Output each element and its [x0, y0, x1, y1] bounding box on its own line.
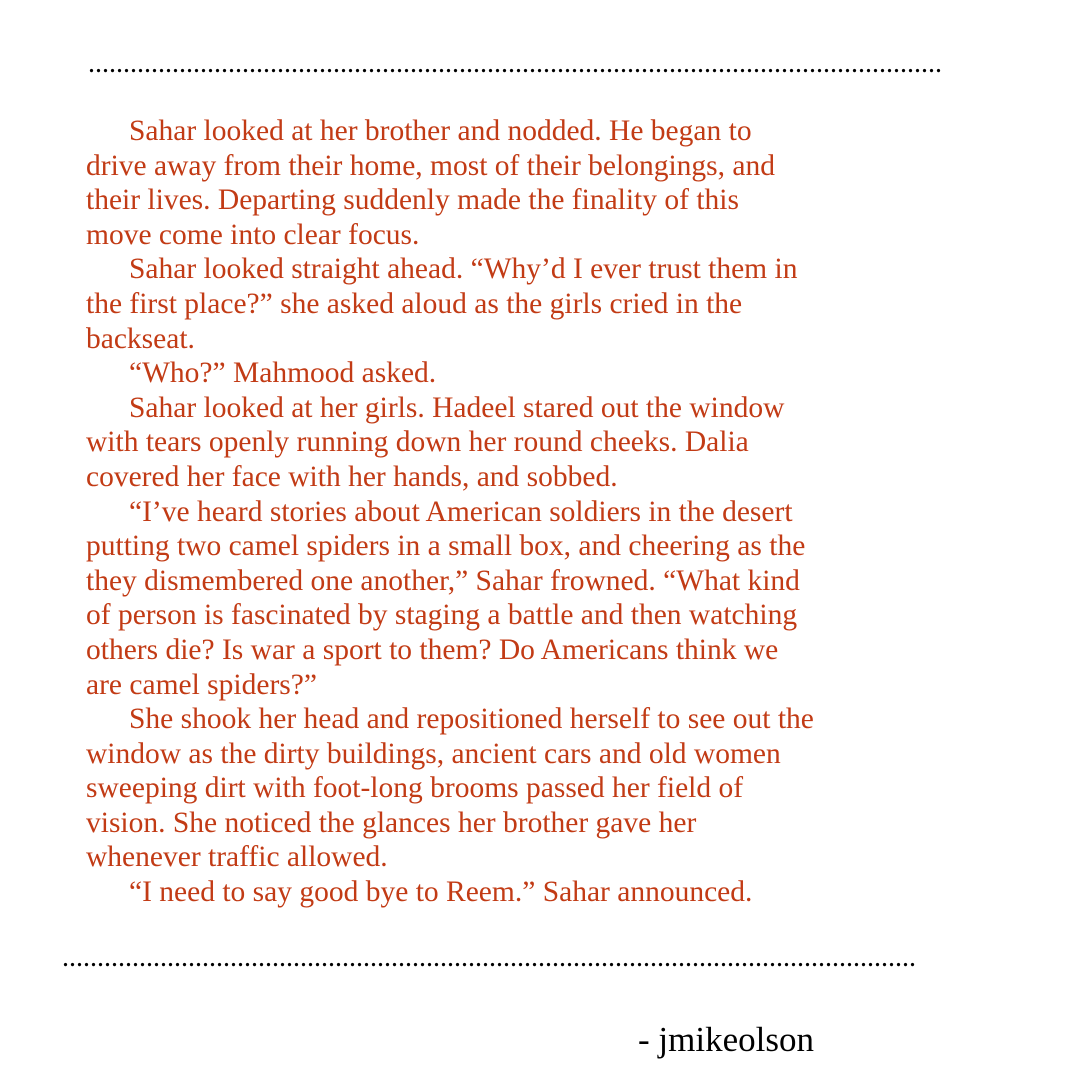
- paragraph: “I’ve heard stories about American soldiers in the desert putting two camel spiders in a small box, and cheering as the they dismembered one another,” Sahar frowned. “What kind of person is fascinated by staging a battle and then watching others die? Is war a sport to them? Do Americans think we are camel spiders?”: [86, 495, 806, 701]
- story-excerpt: [86, 114, 956, 910]
- top-dotted-divider: ..........................................................................................................................: [88, 50, 942, 78]
- paragraph: “Who?” Mahmood asked.: [129, 357, 437, 390]
- paragraph: She shook her head and repositioned herself to see out the window as the dirty buildings, ancient cars and old women sweeping dirt with foot-long brooms passed her field of vision. She noticed the glances her brother gave her whenever traffic allowed.: [86, 703, 814, 874]
- paragraph: Sahar looked at her brother and nodded. He began to drive away from their home, most of their belongings, and their lives. Departing suddenly made the finality of this move come into clear focus.: [86, 115, 775, 251]
- bottom-dotted-divider: ..........................................................................................................................: [62, 944, 916, 972]
- paragraph: “I need to say good bye to Reem.” Sahar announced.: [129, 876, 753, 909]
- author-signature: - jmikeolson: [638, 1020, 814, 1059]
- paragraph: Sahar looked straight ahead. “Why’d I ever trust them in the first place?” she asked aloud as the girls cried in the backseat.: [86, 253, 798, 355]
- paragraph: Sahar looked at her girls. Hadeel stared out the window with tears openly running down her round cheeks. Dalia covered her face with her hands, and sobbed.: [86, 391, 785, 493]
